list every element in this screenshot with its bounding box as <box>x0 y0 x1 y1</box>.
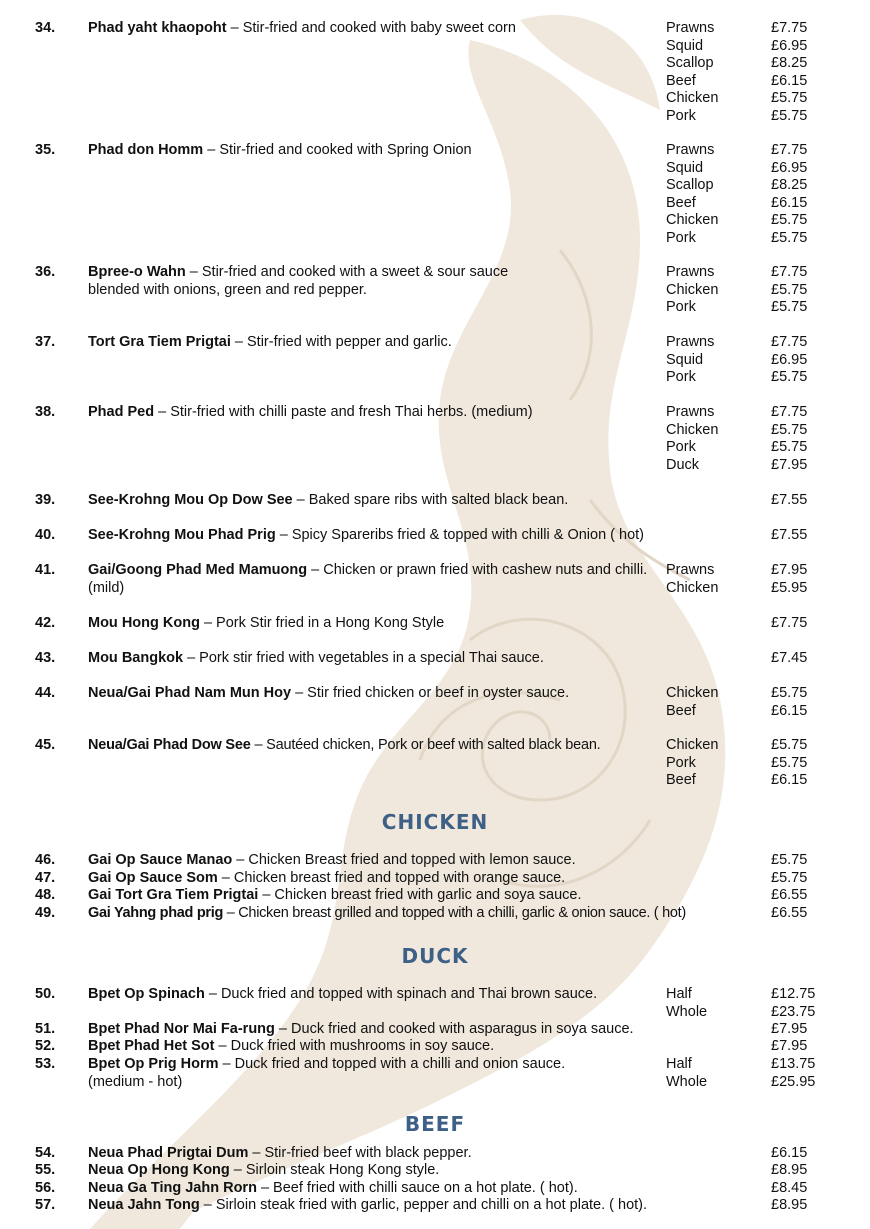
price: £7.75 <box>771 264 808 280</box>
item-number: 50. <box>35 986 56 1002</box>
item-prices <box>771 1162 807 1180</box>
item-title <box>88 986 668 1004</box>
item-options <box>666 20 718 125</box>
item-title <box>88 650 778 668</box>
item-description: – Pork Stir fried in a Hong Kong Style <box>199 615 445 631</box>
item-number: 43. <box>35 650 56 666</box>
item-name: Gai Tort Gra Tiem Prigtai <box>88 887 259 903</box>
price: £5.75 <box>771 229 808 246</box>
option-label: Squid <box>666 37 704 54</box>
option-label: Pork <box>666 369 696 385</box>
price: £8.95 <box>771 1162 808 1178</box>
item-number: 39. <box>35 492 56 508</box>
item-number: 35. <box>35 142 56 158</box>
option-label: Pork <box>666 439 696 455</box>
item-title <box>88 1145 768 1163</box>
item-description: – Stir-fried with chilli paste and fresh Thai herbs. (medium) <box>154 404 533 420</box>
item-description: – Beef fried with chilli sauce on a hot plate. ( hot). <box>256 1180 578 1196</box>
price: £13.75 <box>771 1056 816 1072</box>
price: £7.75 <box>771 615 808 631</box>
item-description: – Chicken breast grilled and topped with a chilli, garlic & onion sauce. ( hot) <box>223 905 686 921</box>
item-options <box>666 986 707 1021</box>
item-name: See-Krohng Mou Op Dow See <box>88 492 293 508</box>
item-description: – Sautéed chicken, Pork or beef with salted black bean. <box>250 737 601 753</box>
item-prices <box>771 615 807 633</box>
item-prices <box>771 1021 807 1039</box>
item-title <box>88 1197 768 1215</box>
option-label: Beef <box>666 772 696 788</box>
price: £7.95 <box>771 1038 808 1054</box>
option-label: Beef <box>666 72 696 89</box>
price: £23.75 <box>771 1003 816 1020</box>
price: £5.75 <box>771 870 808 886</box>
option-label: Chicken <box>666 685 719 701</box>
option-label: Chicken <box>666 579 719 596</box>
item-prices <box>771 562 807 597</box>
item-prices <box>771 905 807 923</box>
price: £5.75 <box>771 852 808 868</box>
option-label: Half <box>666 1056 692 1072</box>
price: £7.95 <box>771 456 808 473</box>
section-heading-duck: DUCK <box>401 944 469 968</box>
item-description: – Chicken breast fried and topped with orange sauce. <box>217 870 566 886</box>
item-title <box>88 685 668 703</box>
price: £5.75 <box>771 685 808 701</box>
item-number: 42. <box>35 615 56 631</box>
price: £7.75 <box>771 142 808 158</box>
item-number: 44. <box>35 685 56 701</box>
option-label: Prawns <box>666 334 715 350</box>
option-label: Pork <box>666 107 696 124</box>
item-title <box>88 1021 768 1039</box>
item-title <box>88 527 778 545</box>
price: £5.75 <box>771 754 808 771</box>
item-name: Neua/Gai Phad Dow See <box>88 737 251 753</box>
price: £5.75 <box>771 212 808 228</box>
item-prices <box>771 1197 807 1215</box>
item-options <box>666 334 714 387</box>
price: £12.75 <box>771 986 816 1002</box>
price: £8.25 <box>771 177 808 193</box>
item-name: Bpet Op Spinach <box>88 986 205 1002</box>
price: £5.75 <box>771 737 808 753</box>
item-options <box>666 142 718 247</box>
item-number: 51. <box>35 1021 56 1037</box>
item-title <box>88 1056 603 1091</box>
option-label: Chicken <box>666 421 719 438</box>
price: £8.95 <box>771 1197 808 1213</box>
item-name: Phad yaht khaopoht <box>88 20 227 36</box>
item-description: – Chicken breast fried with garlic and soya sauce. <box>258 887 582 903</box>
item-title <box>88 264 558 299</box>
item-number: 47. <box>35 870 56 886</box>
option-label: Beef <box>666 702 696 719</box>
price: £7.75 <box>771 334 808 350</box>
item-number: 53. <box>35 1056 56 1072</box>
item-number: 54. <box>35 1145 56 1161</box>
item-number: 55. <box>35 1162 56 1178</box>
price: £6.15 <box>771 72 808 89</box>
item-number: 45. <box>35 737 56 753</box>
option-label: Prawns <box>666 142 715 158</box>
item-prices <box>771 1145 807 1163</box>
item-description: – Chicken Breast fried and topped with lemon sauce. <box>232 852 576 868</box>
price: £5.75 <box>771 281 808 298</box>
option-label: Chicken <box>666 90 719 106</box>
item-prices <box>771 650 807 668</box>
item-name: Phad don Homm <box>88 142 204 158</box>
price: £7.95 <box>771 1021 808 1037</box>
item-name: Mou Bangkok <box>88 650 184 666</box>
item-description: – Stir-fried and cooked with baby sweet corn <box>226 20 516 36</box>
price: £5.95 <box>771 579 808 596</box>
item-title <box>88 404 668 422</box>
item-description: – Stir-fried and cooked with Spring Onion <box>203 142 472 158</box>
option-label: Beef <box>666 194 696 211</box>
item-title <box>88 1038 768 1056</box>
item-description: – Pork stir fried with vegetables in a special Thai sauce. <box>183 650 544 666</box>
item-description: – Chicken or prawn fried with cashew nuts and chilli. (mild) <box>88 562 648 596</box>
item-name: Neua Phad Prigtai Dum <box>88 1145 249 1161</box>
item-description: – Sirloin steak Hong Kong style. <box>229 1162 440 1178</box>
item-prices <box>771 1038 807 1056</box>
item-number: 52. <box>35 1038 56 1054</box>
option-label: Scallop <box>666 177 714 193</box>
item-prices <box>771 986 815 1021</box>
price: £25.95 <box>771 1073 816 1090</box>
item-title <box>88 492 778 510</box>
item-description: – Spicy Spareribs fried & topped with chilli & Onion ( hot) <box>275 527 645 543</box>
item-prices <box>771 492 807 510</box>
item-title <box>88 1180 768 1198</box>
price: £8.45 <box>771 1180 808 1196</box>
item-options <box>666 264 718 317</box>
item-number: 41. <box>35 562 56 578</box>
item-name: Tort Gra Tiem Prigtai <box>88 334 231 350</box>
price: £7.45 <box>771 650 808 666</box>
option-label: Prawns <box>666 404 715 420</box>
item-name: Neua Ga Ting Jahn Rorn <box>88 1180 257 1196</box>
item-title <box>88 615 778 633</box>
price: £6.95 <box>771 37 808 54</box>
item-description: – Duck fried and topped with a chilli and onion sauce. (medium - hot) <box>88 1056 566 1090</box>
item-prices <box>771 737 807 790</box>
option-label: Chicken <box>666 281 719 298</box>
option-label: Chicken <box>666 212 719 228</box>
price: £5.75 <box>771 90 808 106</box>
option-label: Duck <box>666 456 700 473</box>
item-number: 46. <box>35 852 56 868</box>
item-name: Gai Yahng phad prig <box>88 905 224 921</box>
item-title <box>88 887 768 905</box>
item-prices <box>771 887 807 905</box>
item-description: – Stir fried chicken or beef in oyster sauce. <box>291 685 570 701</box>
option-label: Half <box>666 986 692 1002</box>
item-prices <box>771 20 807 125</box>
price: £6.15 <box>771 772 808 788</box>
item-description: – Stir-fried and cooked with a sweet & sour sauce blended with onions, green and red pepper. <box>88 264 509 298</box>
item-number: 38. <box>35 404 56 420</box>
item-prices <box>771 1056 815 1091</box>
item-title <box>88 852 768 870</box>
item-options <box>666 737 718 790</box>
price: £5.75 <box>771 421 808 438</box>
item-name: Gai Op Sauce Som <box>88 870 218 886</box>
item-title <box>88 737 673 755</box>
option-label: Prawns <box>666 20 715 36</box>
option-label: Chicken <box>666 737 719 753</box>
item-name: Neua/Gai Phad Nam Mun Hoy <box>88 685 292 701</box>
item-name: Bpet Phad Nor Mai Fa-rung <box>88 1021 275 1037</box>
option-label: Squid <box>666 159 704 176</box>
section-heading-chicken: CHICKEN <box>381 810 489 834</box>
item-description: – Baked spare ribs with salted black bean. <box>292 492 569 508</box>
item-prices <box>771 142 807 247</box>
item-name: See-Krohng Mou Phad Prig <box>88 527 276 543</box>
item-name: Bpree-o Wahn <box>88 264 186 280</box>
item-prices <box>771 685 807 720</box>
price: £6.15 <box>771 1145 808 1161</box>
section-heading-beef: BEEF <box>404 1112 466 1136</box>
item-name: Gai Op Sauce Manao <box>88 852 233 868</box>
item-title <box>88 562 648 597</box>
item-number: 40. <box>35 527 56 543</box>
item-name: Bpet Phad Het Sot <box>88 1038 215 1054</box>
item-title <box>88 870 768 888</box>
option-label: Whole <box>666 1003 708 1020</box>
item-description: – Stir-fried beef with black pepper. <box>248 1145 472 1161</box>
item-number: 36. <box>35 264 56 280</box>
item-number: 57. <box>35 1197 56 1213</box>
price: £6.15 <box>771 702 808 719</box>
item-options <box>666 1056 707 1091</box>
item-number: 48. <box>35 887 56 903</box>
item-name: Neua Jahn Tong <box>88 1197 200 1213</box>
item-prices <box>771 870 807 888</box>
option-label: Whole <box>666 1073 708 1090</box>
item-description: – Duck fried with mushrooms in soy sauce. <box>214 1038 495 1054</box>
price: £6.55 <box>771 887 808 903</box>
item-description: – Duck fried and topped with spinach and Thai brown sauce. <box>204 986 598 1002</box>
price: £7.95 <box>771 562 808 578</box>
item-number: 34. <box>35 20 56 36</box>
item-title <box>88 20 668 38</box>
price: £6.95 <box>771 351 808 368</box>
item-number: 56. <box>35 1180 56 1196</box>
item-options <box>666 562 718 597</box>
item-name: Gai/Goong Phad Med Mamuong <box>88 562 308 578</box>
item-prices <box>771 264 807 317</box>
price: £8.25 <box>771 55 808 71</box>
item-number: 49. <box>35 905 56 921</box>
item-description: – Duck fried and cooked with asparagus in soya sauce. <box>274 1021 634 1037</box>
price: £6.55 <box>771 905 808 921</box>
item-options <box>666 404 718 474</box>
item-prices <box>771 1180 807 1198</box>
item-title <box>88 334 668 352</box>
item-name: Bpet Op Prig Horm <box>88 1056 219 1072</box>
price: £7.55 <box>771 527 808 543</box>
item-title <box>88 142 668 160</box>
option-label: Scallop <box>666 55 714 71</box>
item-prices <box>771 852 807 870</box>
item-name: Phad Ped <box>88 404 155 420</box>
item-description: – Sirloin steak fried with garlic, pepper and chilli on a hot plate. ( hot). <box>199 1197 648 1213</box>
option-label: Prawns <box>666 562 715 578</box>
item-options <box>666 685 718 720</box>
option-label: Pork <box>666 229 696 246</box>
option-label: Prawns <box>666 264 715 280</box>
option-label: Pork <box>666 754 696 771</box>
item-title <box>88 1162 768 1180</box>
option-label: Squid <box>666 351 704 368</box>
price: £7.75 <box>771 20 808 36</box>
price: £7.55 <box>771 492 808 508</box>
item-description: – Stir-fried with pepper and garlic. <box>230 334 452 350</box>
item-name: Neua Op Hong Kong <box>88 1162 230 1178</box>
price: £5.75 <box>771 107 808 124</box>
price: £6.15 <box>771 194 808 211</box>
price: £6.95 <box>771 159 808 176</box>
price: £5.75 <box>771 299 808 315</box>
price: £7.75 <box>771 404 808 420</box>
price: £5.75 <box>771 439 808 455</box>
item-name: Mou Hong Kong <box>88 615 200 631</box>
option-label: Pork <box>666 299 696 315</box>
item-title <box>88 905 768 923</box>
item-prices <box>771 334 807 387</box>
item-prices <box>771 404 807 474</box>
price: £5.75 <box>771 369 808 385</box>
item-prices <box>771 527 807 545</box>
item-number: 37. <box>35 334 56 350</box>
